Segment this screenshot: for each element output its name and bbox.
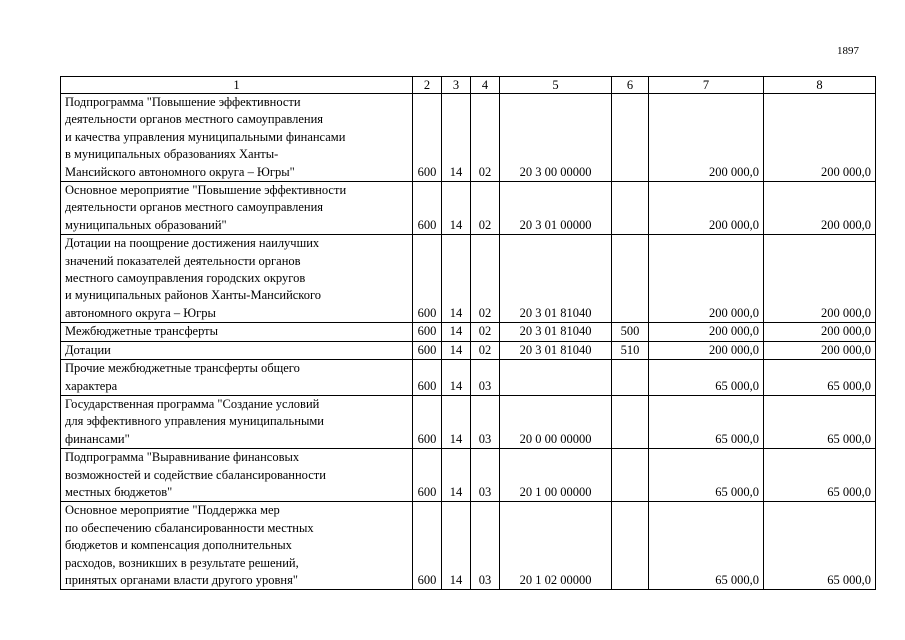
table-row [61,94,876,182]
cell-subsection: 02 [471,235,500,323]
column-header: 8 [764,77,876,94]
description-line: Подпрограмма "Выравнивание финансовых [65,450,300,465]
cell-amount-year-1: 200 000,0 [649,94,764,182]
row-description [61,323,413,341]
description-line: местных бюджетов" [65,484,173,499]
cell-expense-type [612,235,649,323]
cell-amount-year-1: 200 000,0 [649,182,764,235]
column-header: 7 [649,77,764,94]
cell-target-article: 20 3 01 81040 [500,235,612,323]
table-row [61,341,876,359]
budget-table [60,76,876,590]
cell-section: 14 [442,235,471,323]
cell-ministry: 600 [413,235,442,323]
description-line: Основное мероприятие "Поддержка мер [65,503,280,518]
description-line: Основное мероприятие "Повышение эффективности [65,183,347,198]
cell-target-article [500,360,612,396]
cell-expense-type [612,502,649,590]
row-description [61,502,413,590]
page-number: 1897 [837,45,859,57]
cell-ministry: 600 [413,94,442,182]
description-line: возможностей и содействие сбалансированности [65,467,326,482]
description-line: Дотации [65,342,111,357]
row-description [61,341,413,359]
table-row [61,395,876,448]
cell-section: 14 [442,502,471,590]
cell-target-article: 20 1 00 00000 [500,449,612,502]
cell-expense-type [612,182,649,235]
header-row [61,77,876,94]
cell-amount-year-2: 65 000,0 [764,502,876,590]
cell-subsection: 03 [471,360,500,396]
cell-expense-type [612,94,649,182]
description-line: муниципальных образований" [65,217,227,232]
description-line: значений показателей деятельности органов [65,253,301,268]
description-line: и муниципальных районов Ханты-Мансийского [65,288,322,303]
cell-subsection: 02 [471,182,500,235]
description-line: автономного округа – Югры [65,305,216,320]
description-line: Государственная программа "Создание условий [65,396,320,411]
cell-target-article: 20 3 00 00000 [500,94,612,182]
row-description [61,449,413,502]
cell-expense-type: 500 [612,323,649,341]
description-line: местного самоуправления городских округов [65,271,306,286]
cell-target-article: 20 3 01 81040 [500,323,612,341]
description-line: Мансийского автономного округа – Югры" [65,164,295,179]
cell-expense-type [612,395,649,448]
cell-amount-year-1: 200 000,0 [649,235,764,323]
cell-amount-year-2: 200 000,0 [764,182,876,235]
table-row [61,323,876,341]
cell-amount-year-2: 65 000,0 [764,449,876,502]
description-line: для эффективного управления муниципальными [65,414,324,429]
row-description [61,395,413,448]
description-line: Межбюджетные трансферты [65,324,219,339]
cell-amount-year-2: 200 000,0 [764,323,876,341]
cell-section: 14 [442,182,471,235]
cell-target-article: 20 0 00 00000 [500,395,612,448]
table-row [61,182,876,235]
description-line: принятых органами власти другого уровня" [65,572,298,587]
row-description [61,360,413,396]
column-header: 4 [471,77,500,94]
row-description [61,235,413,323]
cell-target-article: 20 1 02 00000 [500,502,612,590]
cell-subsection: 03 [471,449,500,502]
cell-subsection: 02 [471,341,500,359]
cell-amount-year-2: 65 000,0 [764,360,876,396]
cell-ministry: 600 [413,341,442,359]
description-line: деятельности органов местного самоуправления [65,200,324,215]
cell-section: 14 [442,395,471,448]
cell-expense-type: 510 [612,341,649,359]
cell-subsection: 03 [471,395,500,448]
column-header: 2 [413,77,442,94]
cell-expense-type [612,449,649,502]
cell-section: 14 [442,360,471,396]
cell-amount-year-1: 200 000,0 [649,323,764,341]
cell-ministry: 600 [413,182,442,235]
table-row [61,360,876,396]
description-line: Подпрограмма "Повышение эффективности [65,95,301,109]
cell-ministry: 600 [413,502,442,590]
cell-section: 14 [442,341,471,359]
column-header: 6 [612,77,649,94]
cell-ministry: 600 [413,360,442,396]
description-line: характера [65,378,118,393]
cell-target-article: 20 3 01 00000 [500,182,612,235]
cell-amount-year-2: 200 000,0 [764,94,876,182]
description-line: финансами" [65,431,130,446]
column-header: 5 [500,77,612,94]
column-header: 3 [442,77,471,94]
cell-amount-year-1: 200 000,0 [649,341,764,359]
cell-ministry: 600 [413,449,442,502]
cell-amount-year-1: 65 000,0 [649,502,764,590]
cell-amount-year-2: 200 000,0 [764,341,876,359]
table-row [61,449,876,502]
cell-subsection: 02 [471,94,500,182]
description-line: Прочие межбюджетные трансферты общего [65,361,300,376]
cell-amount-year-1: 65 000,0 [649,395,764,448]
cell-amount-year-2: 200 000,0 [764,235,876,323]
description-line: деятельности органов местного самоуправления [65,112,324,127]
row-description [61,182,413,235]
cell-ministry: 600 [413,395,442,448]
table-body [61,94,876,590]
row-description [61,94,413,182]
cell-target-article: 20 3 01 81040 [500,341,612,359]
cell-amount-year-1: 65 000,0 [649,360,764,396]
cell-subsection: 03 [471,502,500,590]
cell-amount-year-1: 65 000,0 [649,449,764,502]
column-header: 1 [61,77,413,94]
table-row [61,502,876,590]
cell-section: 14 [442,323,471,341]
description-line: Дотации на поощрение достижения наилучших [65,236,320,251]
cell-expense-type [612,360,649,396]
description-line: расходов, возникших в результате решений, [65,555,299,570]
cell-ministry: 600 [413,323,442,341]
description-line: и качества управления муниципальными финансами [65,129,346,144]
cell-section: 14 [442,94,471,182]
description-line: по обеспечению сбалансированности местных [65,520,314,535]
description-line: бюджетов и компенсация дополнительных [65,538,292,553]
cell-subsection: 02 [471,323,500,341]
description-line: в муниципальных образованиях Ханты- [65,147,279,162]
cell-section: 14 [442,449,471,502]
cell-amount-year-2: 65 000,0 [764,395,876,448]
table-row [61,235,876,323]
